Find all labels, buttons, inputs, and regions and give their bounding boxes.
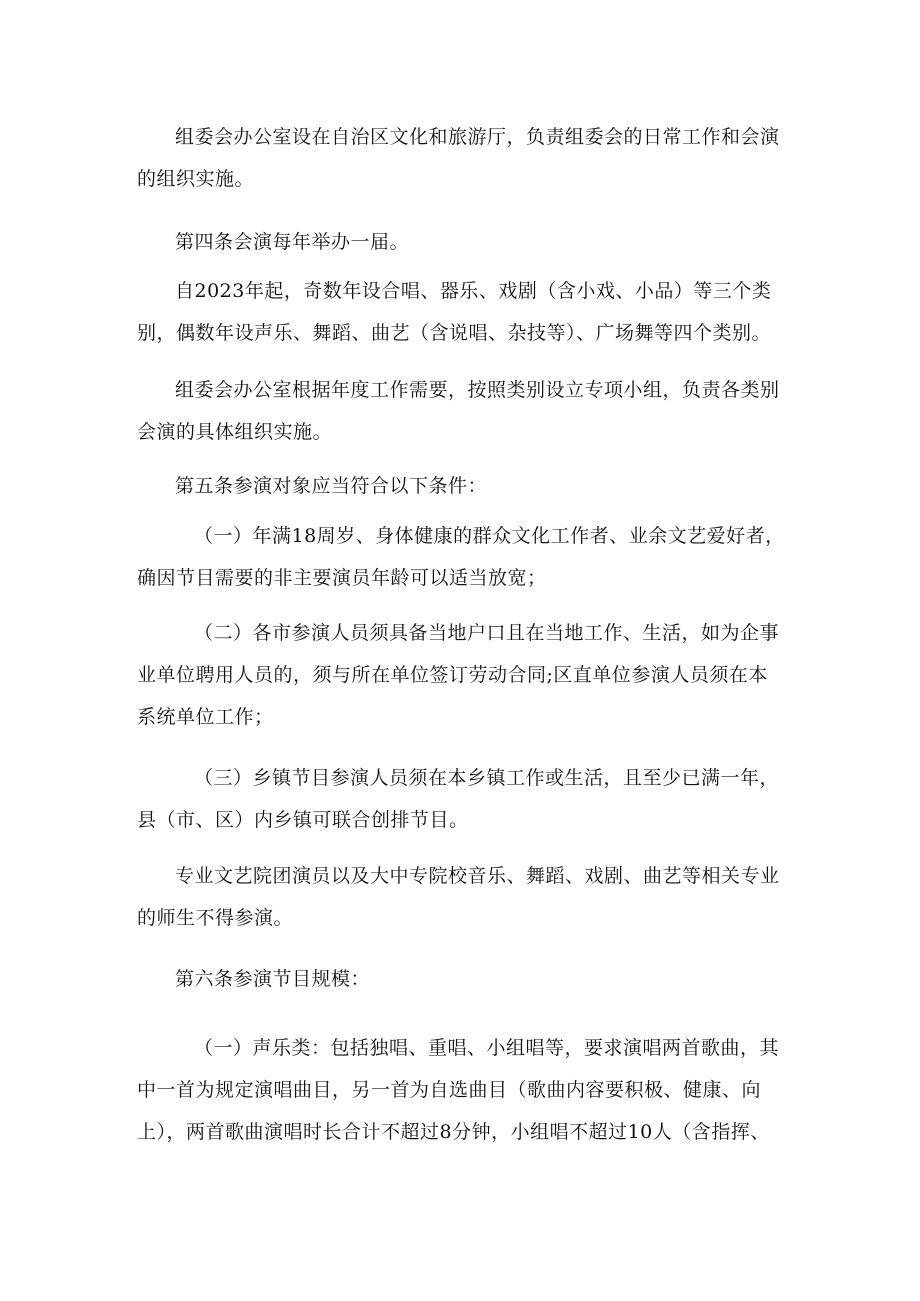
paragraph-special-groups — [137, 369, 797, 453]
text-line: 组委会办公室设在自治区文化和旅游厅，负责组委会的日常工作和会演 — [175, 126, 780, 148]
text-line: 业单位聘用人员的，须与所在单位签订劳动合同;区直单位参演人员须在本 — [137, 664, 768, 686]
paragraph-condition-1 — [137, 515, 797, 599]
text-line: （三）乡镇节目参演人员须在本乡镇工作或生活，且至少已满一年， — [194, 767, 780, 789]
text-line: 系统单位工作； — [137, 706, 274, 728]
text-line: （一）声乐类：包括独唱、重唱、小组唱等，要求演唱两首歌曲，其 — [194, 1037, 780, 1059]
text-line: 中一首为规定演唱曲目，另一首为自选曲目（歌曲内容要积极、健康、向 — [137, 1079, 762, 1101]
paragraph-categories — [137, 270, 797, 354]
text-line: （二）各市参演人员须具备当地户口且在当地工作、生活，如为企事 — [194, 622, 780, 644]
text-line: 自2023年起，奇数年设合唱、器乐、戏剧（含小戏、小品）等三个类 — [175, 280, 772, 302]
paragraph-article-4 — [137, 221, 797, 263]
paragraph-vocal-category — [137, 1027, 797, 1153]
text-line: （一）年满18周岁、身体健康的群众文化工作者、业余文艺爱好者， — [194, 525, 785, 547]
text-line: 别，偶数年设声乐、舞蹈、曲艺（含说唱、杂技等）、广场舞等四个类别。 — [137, 322, 772, 344]
paragraph-article-5 — [137, 465, 797, 507]
text-line: 第六条参演节目规模： — [175, 968, 371, 990]
paragraph-article-6 — [137, 958, 797, 1000]
text-line: 第五条参演对象应当符合以下条件： — [175, 475, 488, 497]
paragraph-condition-2 — [137, 612, 797, 738]
paragraph-office — [137, 116, 797, 200]
text-line: 的师生不得参演。 — [137, 907, 294, 929]
text-line: 确因节目需要的非主要演员年龄可以适当放宽； — [137, 567, 547, 589]
paragraph-exclusion — [137, 855, 797, 939]
text-line: 组委会办公室根据年度工作需要，按照类别设立专项小组，负责各类别 — [175, 379, 780, 401]
text-line: 的组织实施。 — [137, 168, 255, 190]
text-line: 县（市、区）内乡镇可联合创排节目。 — [137, 809, 469, 831]
text-line: 会演的具体组织实施。 — [137, 421, 333, 443]
paragraph-condition-3 — [137, 757, 797, 841]
text-line: 第四条会演每年举办一届。 — [175, 231, 410, 253]
text-line: 专业文艺院团演员以及大中专院校音乐、舞蹈、戏剧、曲艺等相关专业 — [175, 865, 780, 887]
text-line: 上），两首歌曲演唱时长合计不超过8分钟，小组唱不超过10人（含指挥、 — [137, 1121, 770, 1143]
